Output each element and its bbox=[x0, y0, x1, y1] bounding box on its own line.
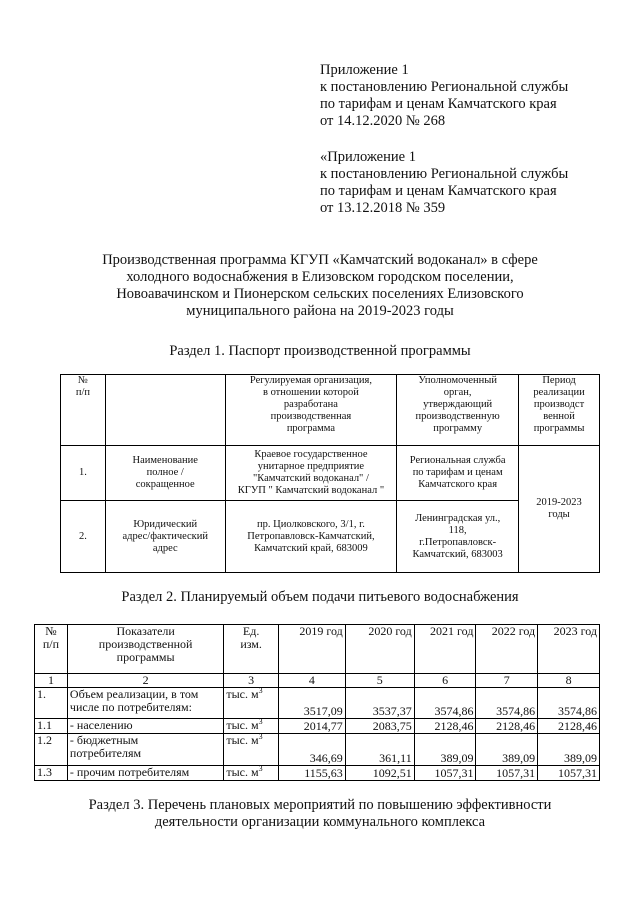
row-value: 361,11 bbox=[345, 734, 414, 766]
row-value: 3537,37 bbox=[345, 688, 414, 719]
supply-header-row bbox=[35, 625, 600, 674]
row-organization: пр. Циолковского, 3/1, г. Петропавловск-Камчатский, Камчатский край, 683009 bbox=[225, 501, 397, 573]
row-label: Юридический адрес/фактический адрес bbox=[105, 501, 225, 573]
row-organization: Краевое государственное унитарное предприятие "Камчатский водоканал" / КГУП " Камчатский водоканал " bbox=[225, 446, 397, 501]
row-value: 1092,51 bbox=[345, 766, 414, 781]
row-value: 3574,86 bbox=[414, 688, 476, 719]
row-value: 389,09 bbox=[414, 734, 476, 766]
row-name: - бюджетным потребителям bbox=[67, 734, 223, 766]
row-value: 2014,77 bbox=[278, 719, 345, 734]
header-authority: Уполномоченный орган, утверждающий производственную программу bbox=[397, 375, 519, 446]
row-value: 389,09 bbox=[538, 734, 600, 766]
column-number: 5 bbox=[345, 674, 414, 688]
appendix-current bbox=[320, 62, 568, 130]
title-line: муниципального района на 2019-2023 годы bbox=[186, 303, 454, 319]
row-num: 1.1 bbox=[35, 719, 68, 734]
header-organization: Регулируемая организация, в отношении которой разработана производственная программа bbox=[225, 375, 397, 446]
row-unit: тыс. $м^3$ bbox=[224, 734, 279, 766]
appendix-line: по тарифам и ценам Камчатского края bbox=[320, 96, 557, 112]
column-number: 7 bbox=[476, 674, 538, 688]
appendix-line: к постановлению Региональной службы bbox=[320, 79, 569, 95]
appendix-line: «Приложение 1 bbox=[320, 149, 416, 165]
title-line: Производственная программа КГУП «Камчатский водоканал» в сфере bbox=[102, 252, 538, 268]
row-name: - прочим потребителям bbox=[67, 766, 223, 781]
section2-heading: Раздел 2. Планируемый объем подачи питьевого водоснабжения bbox=[121, 589, 519, 605]
row-num: 1. bbox=[61, 446, 106, 501]
row-value: 1057,31 bbox=[476, 766, 538, 781]
row-unit: тыс. $м^3$ bbox=[224, 766, 279, 781]
column-number: 4 bbox=[278, 674, 345, 688]
period-value: 2019-2023 годы bbox=[519, 446, 600, 573]
row-value: 3574,86 bbox=[538, 688, 600, 719]
table-row bbox=[35, 688, 600, 719]
row-value: 3517,09 bbox=[278, 688, 345, 719]
row-value: 2128,46 bbox=[538, 719, 600, 734]
row-value: 2128,46 bbox=[476, 719, 538, 734]
section3-heading bbox=[0, 797, 640, 831]
appendix-line: от 13.12.2018 № 359 bbox=[320, 200, 446, 216]
row-value: 2083,75 bbox=[345, 719, 414, 734]
header-unit: Ед. изм. bbox=[224, 625, 279, 674]
passport-header-row bbox=[61, 375, 600, 446]
row-unit: тыс. $м^3$ bbox=[224, 719, 279, 734]
column-number: 6 bbox=[414, 674, 476, 688]
appendix-line: от 14.12.2020 № 268 bbox=[320, 113, 446, 129]
table-row bbox=[35, 734, 600, 766]
row-name: Объем реализации, в том числе по потребителям: bbox=[67, 688, 223, 719]
table-row bbox=[35, 766, 600, 781]
column-number: 1 bbox=[35, 674, 68, 688]
column-number: 2 bbox=[67, 674, 223, 688]
passport-row bbox=[61, 446, 600, 501]
row-value: 346,69 bbox=[278, 734, 345, 766]
row-num: 1.3 bbox=[35, 766, 68, 781]
document-title bbox=[0, 252, 640, 320]
row-num: 1. bbox=[35, 688, 68, 719]
row-value: 389,09 bbox=[476, 734, 538, 766]
row-num: 2. bbox=[61, 501, 106, 573]
title-line: Новоавачинском и Пионерском сельских поселениях Елизовского bbox=[116, 286, 524, 302]
header-year: 2019 год bbox=[278, 625, 345, 674]
row-value: 2128,46 bbox=[414, 719, 476, 734]
section1-heading: Раздел 1. Паспорт производственной программы bbox=[169, 343, 471, 359]
header-year: 2022 год bbox=[476, 625, 538, 674]
row-value: 3574,86 bbox=[476, 688, 538, 719]
row-value: 1155,63 bbox=[278, 766, 345, 781]
section3-heading-line: Раздел 3. Перечень плановых мероприятий по повышению эффективности bbox=[88, 797, 552, 813]
column-number: 3 bbox=[224, 674, 279, 688]
header-year: 2020 год bbox=[345, 625, 414, 674]
row-value: 1057,31 bbox=[414, 766, 476, 781]
header-num: № п/п bbox=[61, 375, 106, 446]
column-number-row bbox=[35, 674, 600, 688]
column-number: 8 bbox=[538, 674, 600, 688]
appendix-line: Приложение 1 bbox=[320, 62, 409, 78]
header-period: Период реализации производст венной программы bbox=[519, 375, 600, 446]
header-indicator: Показатели производственной программы bbox=[67, 625, 223, 674]
row-unit: тыс. $м^3$ bbox=[224, 688, 279, 719]
title-line: холодного водоснабжения в Елизовском городском поселении, bbox=[126, 269, 514, 285]
supply-volume-table bbox=[34, 624, 600, 781]
appendix-original bbox=[320, 149, 568, 217]
row-value: 1057,31 bbox=[538, 766, 600, 781]
row-num: 1.2 bbox=[35, 734, 68, 766]
section3-heading-line: деятельности организации коммунального комплекса bbox=[154, 814, 486, 830]
table-row bbox=[35, 719, 600, 734]
row-name: - населению bbox=[67, 719, 223, 734]
header-year: 2021 год bbox=[414, 625, 476, 674]
header-year: 2023 год bbox=[538, 625, 600, 674]
row-authority: Региональная служба по тарифам и ценам Камчатского края bbox=[397, 446, 519, 501]
passport-table bbox=[60, 374, 600, 573]
header-num: № п/п bbox=[35, 625, 68, 674]
appendix-line: по тарифам и ценам Камчатского края bbox=[320, 183, 557, 199]
appendix-line: к постановлению Региональной службы bbox=[320, 166, 569, 182]
row-label: Наименование полное / сокращенное bbox=[105, 446, 225, 501]
header-blank bbox=[105, 375, 225, 446]
row-authority: Ленинградская ул., 118, г.Петропавловск- Камчатский, 683003 bbox=[397, 501, 519, 573]
